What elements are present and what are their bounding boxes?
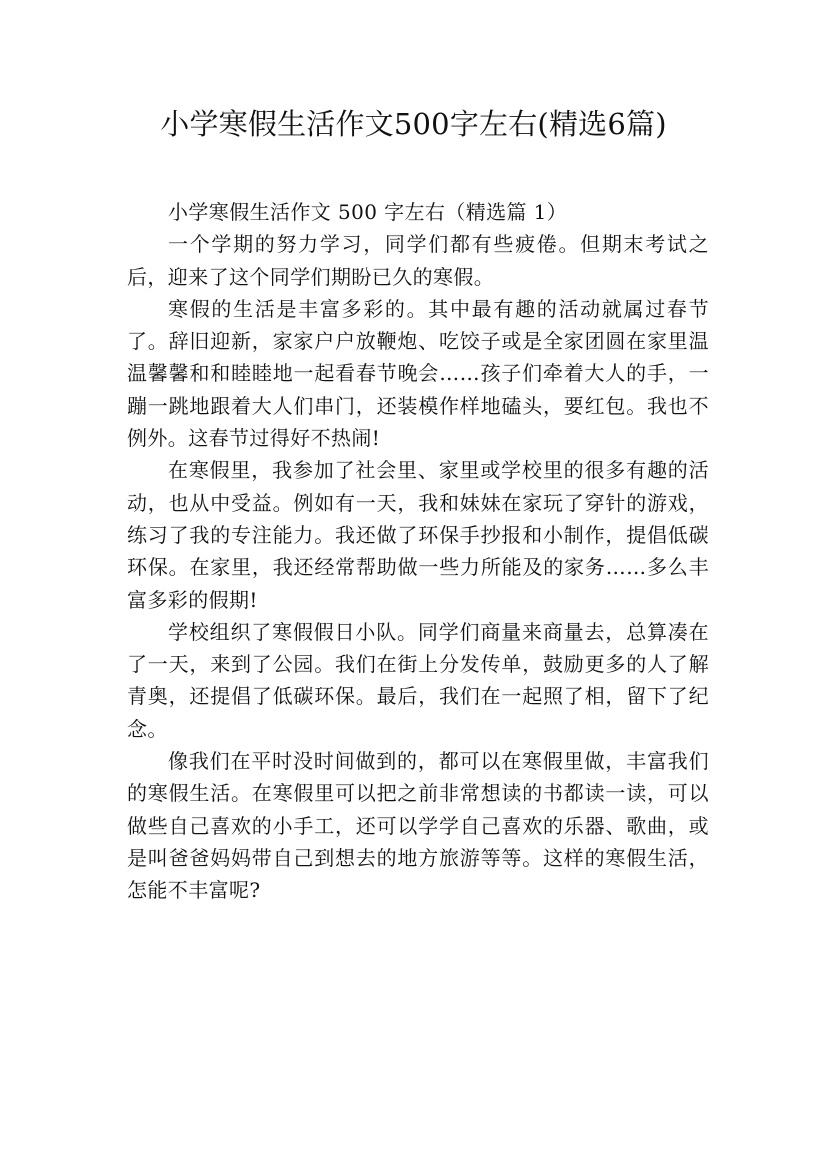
paragraph-4: 学校组织了寒假假日小队。同学们商量来商量去，总算凑在了一天，来到了公园。我们在街上分发传单，鼓励更多的人了解青奥，还提倡了低碳环保。最后，我们在一起照了相，留下了纪念。 (127, 619, 709, 741)
paragraph-1: 一个学期的努力学习，同学们都有些疲倦。但期末考试之后，迎来了这个同学们期盼已久的寒假。 (127, 232, 709, 289)
paragraph-5: 像我们在平时没时间做到的，都可以在寒假里做，丰富我们的寒假生活。在寒假里可以把之前非常想读的书都读一读，可以做些自己喜欢的小手工，还可以学学自己喜欢的乐器、歌曲，或是叫爸爸妈妈带自己到想去的地方旅游等等。这样的寒假生活，怎能不丰富呢? (127, 749, 709, 903)
paragraph-3: 在寒假里，我参加了社会里、家里或学校里的很多有趣的活动，也从中受益。例如有一天，我和妹妹在家玩了穿针的游戏，练习了我的专注能力。我还做了环保手抄报和小制作，提倡低碳环保。在家里，我还经常帮助做一些力所能及的家务……多么丰富多彩的假期! (127, 458, 709, 612)
section-subtitle: 小学寒假生活作文 500 字左右（精选篇 1） (168, 200, 568, 224)
paragraph-2: 寒假的生活是丰富多彩的。其中最有趣的活动就属过春节了。辞旧迎新，家家户户放鞭炮、吃饺子或是全家团圆在家里温温馨馨和和睦睦地一起看春节晚会……孩子们牵着大人的手，一蹦一跳地跟着大人们串门，还装模作样地磕头，要红包。我也不例外。这春节过得好不热闹! (127, 296, 709, 451)
document-title: 小学寒假生活作文500字左右(精选6篇) (160, 107, 667, 141)
document-body (127, 196, 709, 907)
